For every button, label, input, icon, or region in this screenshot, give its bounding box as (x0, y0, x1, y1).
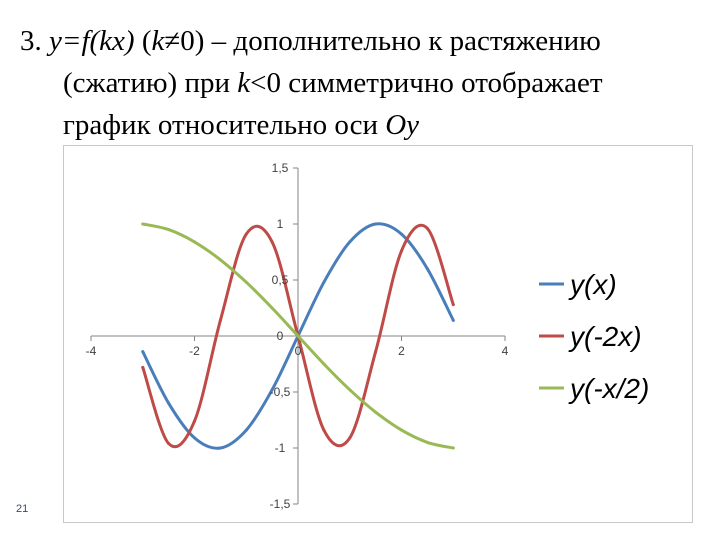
data-point (141, 223, 144, 226)
data-point (426, 227, 429, 230)
y-tick-label: 0 (276, 329, 284, 343)
heading-condition-open: ( (134, 25, 152, 57)
x-tick-label: 2 (398, 344, 405, 358)
heading-line-2-start: (сжатию) при (63, 67, 238, 99)
y-tick-label: -1 (274, 441, 286, 455)
legend-label-3: y(-x/2) (570, 373, 650, 404)
y-tick-label: -0,5 (269, 385, 291, 399)
data-point (322, 281, 325, 284)
data-point (400, 233, 403, 236)
data-point (219, 447, 222, 450)
heading-line-2 (20, 62, 710, 104)
chart-legend (539, 269, 649, 404)
heading-line-3-start: график относительно оси (63, 109, 386, 141)
heading-line-2-rest: <0 симметрично отображает (250, 67, 603, 99)
data-point (167, 228, 170, 231)
data-point (374, 411, 377, 414)
heading-prefix: 3. (20, 25, 49, 57)
data-point (167, 442, 170, 445)
data-point (141, 366, 144, 369)
data-point (348, 436, 351, 439)
data-point (374, 223, 377, 226)
data-point (348, 240, 351, 243)
x-tick-label: 0 (294, 344, 302, 358)
data-point (374, 350, 377, 353)
heading-equation: y=f(kx) (49, 25, 135, 57)
data-point (348, 388, 351, 391)
y-tick-label: 1 (276, 217, 284, 231)
data-point (193, 436, 196, 439)
y-tick-label: 1,5 (271, 161, 289, 175)
data-point (400, 249, 403, 252)
data-point (245, 429, 248, 432)
data-point (193, 240, 196, 243)
data-point (245, 233, 248, 236)
data-point (452, 447, 455, 450)
x-tick-label: 4 (501, 344, 509, 358)
heading-condition-rest: ≠0) – дополнительно к растяжению (164, 25, 601, 57)
legend-label-1: y(x) (570, 269, 617, 300)
data-point (426, 441, 429, 444)
heading-line-3 (20, 104, 710, 146)
chart (64, 146, 692, 522)
data-point (219, 319, 222, 322)
slide-heading (20, 20, 710, 146)
heading-k-1: k (151, 25, 165, 57)
data-point (400, 429, 403, 432)
chart-frame (63, 145, 693, 523)
page-number: 21 (16, 503, 29, 515)
data-point (322, 429, 325, 432)
heading-line-1 (20, 20, 710, 62)
heading-k-2: k (237, 67, 251, 99)
data-point (297, 335, 300, 338)
data-point (452, 319, 455, 322)
legend-label-2: y(-2x) (570, 321, 642, 352)
data-point (193, 420, 196, 423)
x-tick-label: -4 (85, 344, 97, 358)
x-tick-label: -2 (189, 344, 200, 358)
data-point (322, 363, 325, 366)
y-tick-label: 0,5 (271, 273, 289, 287)
y-tick-label: -1,5 (269, 497, 291, 511)
heading-axis-name: Oy (385, 109, 420, 141)
data-point (219, 258, 222, 261)
data-point (245, 281, 248, 284)
data-point (167, 402, 170, 405)
data-point (271, 307, 274, 310)
data-point (426, 267, 429, 270)
data-point (141, 350, 144, 353)
data-point (452, 303, 455, 306)
data-point (271, 240, 274, 243)
